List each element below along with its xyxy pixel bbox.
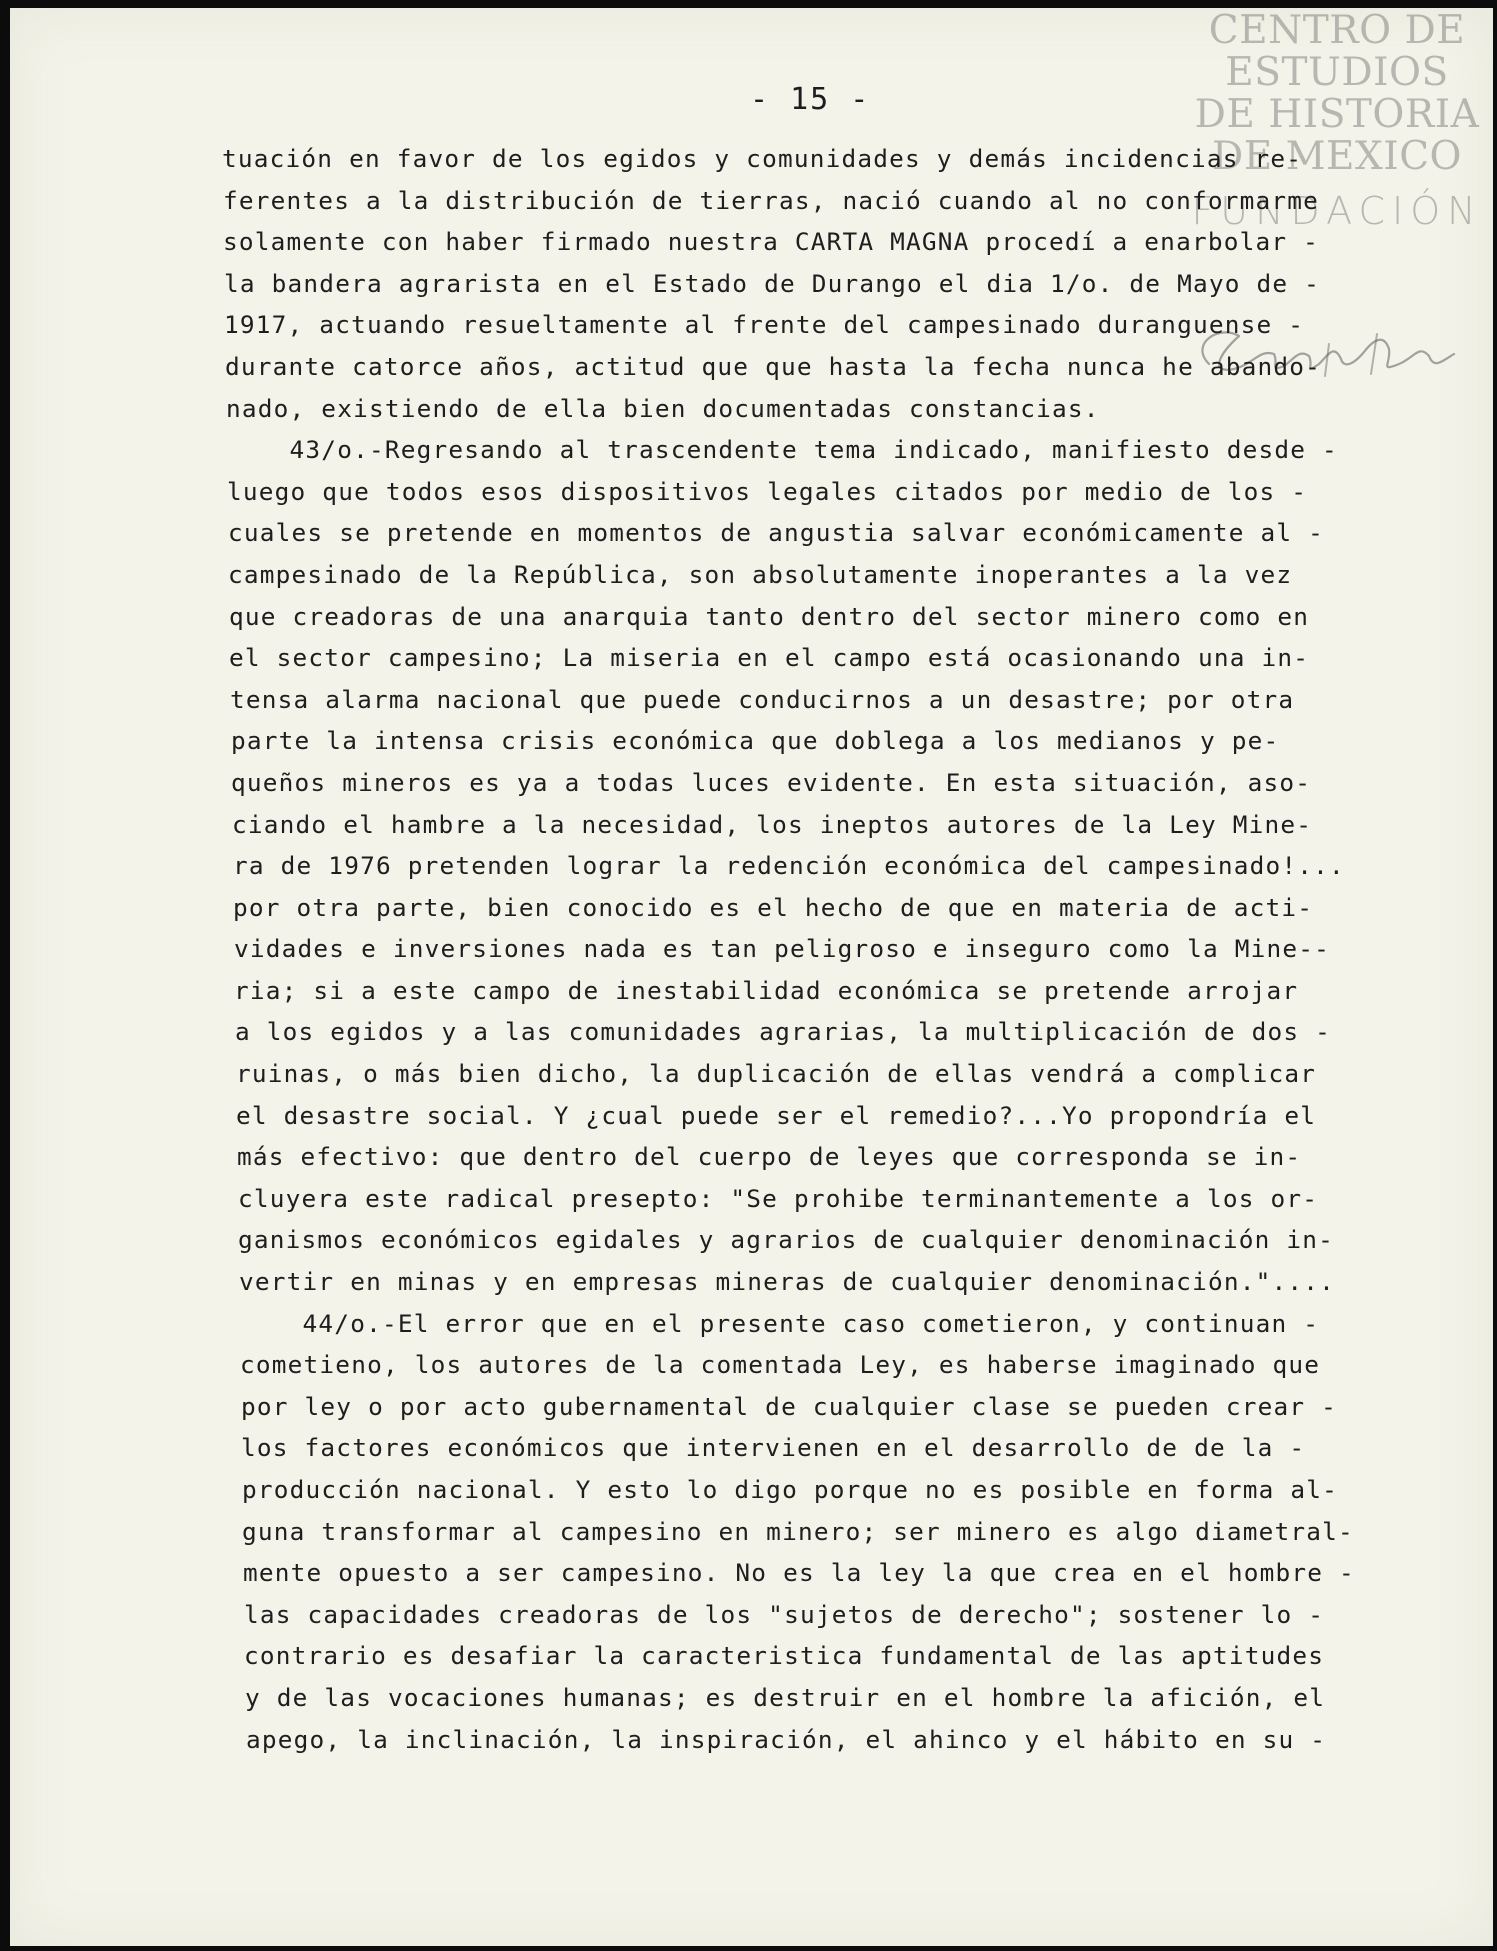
text-line: vertir en minas y en empresas mineras de cualquier denominación.".... [239, 1267, 1336, 1297]
text-line: parte la intensa crisis económica que doblega a los medianos y pe- [231, 726, 1280, 756]
text-line: tensa alarma nacional que puede conducirnos a un desastre; por otra [230, 684, 1295, 714]
text-line: el desastre social. Y ¿cual puede ser el remedio?...Yo propondría el [236, 1100, 1317, 1130]
text-line: ciando el hambre a la necesidad, los ineptos autores de la Ley Mine- [232, 809, 1313, 839]
text-line: apego, la inclinación, la inspiración, el ahinco y el hábito en su - [246, 1724, 1327, 1754]
text-line: cometieno, los autores de la comentada Ley, es haberse imaginado que [240, 1350, 1321, 1380]
text-line: vidades e inversiones nada es tan peligroso e inseguro como la Mine-- [234, 934, 1331, 964]
text-line: ganismos económicos egidales y agrarios de cualquier denominación in- [238, 1225, 1335, 1255]
paper-sheet [10, 8, 1493, 1946]
watermark-line: CENTRO DE [1208, 8, 1466, 53]
text-line: por ley o por acto gubernamental de cualquier clase se pueden crear - [241, 1391, 1338, 1421]
watermark-foundation: FUNDACIÓN [1191, 189, 1483, 233]
text-line: campesinado de la República, son absolutamente inoperantes a la vez [228, 559, 1293, 589]
page-number: - 15 - [750, 82, 871, 117]
text-line: y de las vocaciones humanas; es destruir en el hombre la afición, el [245, 1682, 1326, 1712]
text-line: guna transformar al campesino en minero; ser minero es algo diametral- [242, 1516, 1354, 1546]
text-line: los factores económicos que intervienen en el desarrollo de de la - [241, 1433, 1306, 1463]
text-line: más efectivo: que dentro del cuerpo de leyes que corresponda se in- [237, 1142, 1302, 1172]
text-line: ruinas, o más bien dicho, la duplicación de ellas vendrá a complicar [236, 1059, 1317, 1089]
text-line: 43/o.-Regresando al trascendente tema indicado, manifiesto desde - [226, 435, 1338, 465]
text-line: ferentes a la distribución de tierras, nació cuando al no conformarme [223, 185, 1320, 215]
text-line: que creadoras de una anarquia tanto dentro del sector minero como en [229, 601, 1310, 631]
text-line: ra de 1976 pretenden lograr la redención económica del campesinado!... [233, 851, 1345, 881]
text-line: producción nacional. Y esto lo digo porque no es posible en forma al- [242, 1475, 1339, 1504]
text-line: solamente con haber firmado nuestra CARTA MAGNA procedí a enarbolar - [223, 227, 1320, 257]
watermark-line: DE HISTORIA [1194, 92, 1480, 137]
text-line: nado, existiendo de ella bien documentadas constancias. [226, 393, 1100, 423]
text-line: 1917, actuando resueltamente al frente del campesinado duranguense - [224, 310, 1305, 340]
text-line: a los egidos y a las comunidades agrarias, la multiplicación de dos - [235, 1017, 1332, 1047]
text-line: por otra parte, bien conocido es el hecho de que en materia de acti- [233, 892, 1314, 922]
text-line: ria; si a este campo de inestabilidad económica se pretende arrojar [234, 975, 1299, 1005]
text-line: tuación en favor de los egidos y comunidades y demás incidencias re- [222, 144, 1303, 173]
watermark-line: DE MEXICO [1211, 134, 1463, 179]
text-line: contrario es desafiar la caracteristica fundamental de las aptitudes [244, 1641, 1325, 1671]
text-line: la bandera agrarista en el Estado de Durango el dia 1/o. de Mayo de - [224, 268, 1321, 298]
text-line: el sector campesino; La miseria en el campo está ocasionando una in- [229, 643, 1310, 673]
typed-letter-body [222, 138, 1462, 1760]
text-line: luego que todos esos dispositivos legales citados por medio de los - [227, 476, 1308, 506]
text-line: las capacidades creadoras de los "sujetos de derecho"; sostener lo - [244, 1599, 1325, 1629]
text-line: mente opuesto a ser campesino. No es la ley la que crea en el hombre - [243, 1558, 1355, 1588]
text-line: cluyera este radical presepto: "Se prohibe terminantemente a los or- [238, 1183, 1319, 1213]
text-line: durante catorce años, actitud que que hasta la fecha nunca he abando- [225, 351, 1322, 381]
text-line: queños mineros es ya a todas luces evidente. En esta situación, aso- [231, 767, 1312, 797]
text-line: 44/o.-El error que en el presente caso cometieron, y continuan - [239, 1308, 1320, 1338]
watermark-line: ESTUDIOS [1225, 50, 1449, 95]
text-line: cuales se pretende en momentos de angustia salvar económicamente al - [228, 518, 1325, 548]
